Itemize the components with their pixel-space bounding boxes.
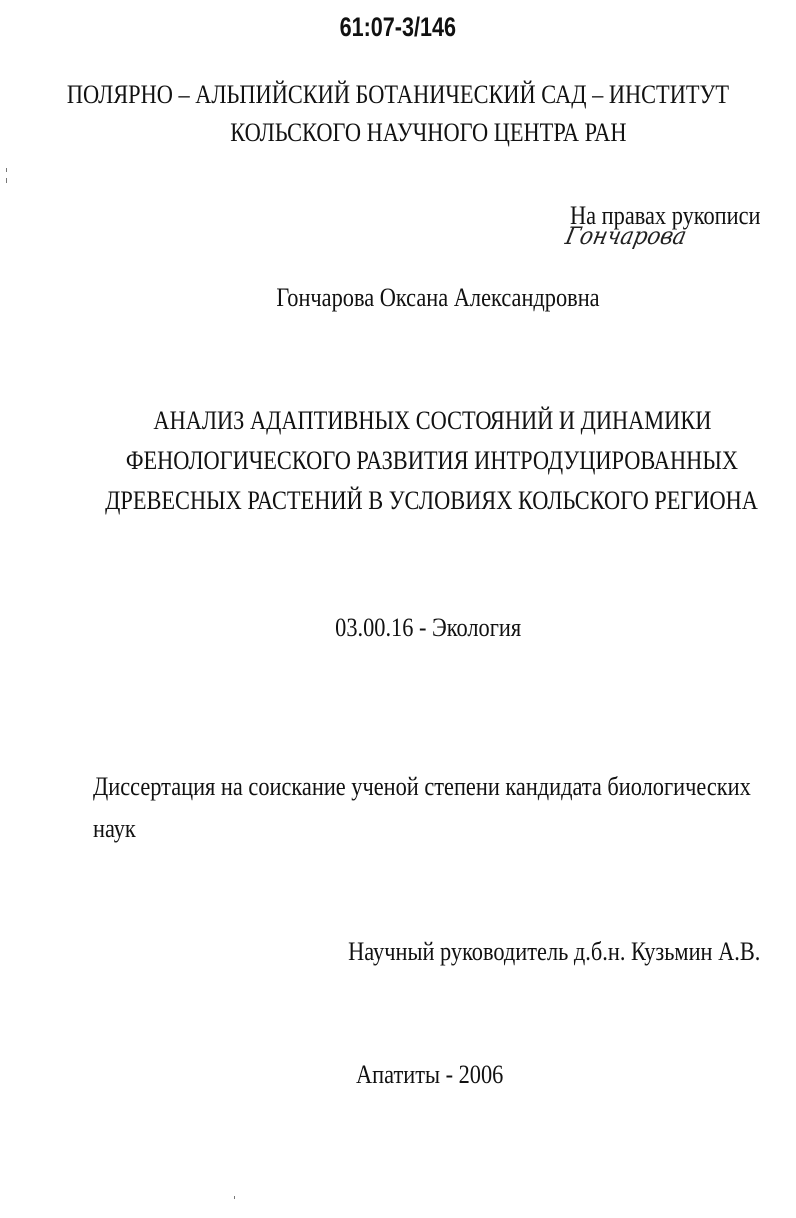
title-text: ДРЕВЕСНЫХ РАСТЕНИЙ В УСЛОВИЯХ КОЛЬСКОГО РЕГИОНА	[105, 486, 759, 515]
degree-text: наук	[93, 814, 136, 843]
degree-text: Диссертация на соискание ученой степени кандидата биологических	[93, 772, 751, 801]
author-name	[40, 283, 796, 313]
thesis-title-line-1	[34, 406, 796, 436]
registry-code	[0, 12, 796, 43]
specialty-text: 03.00.16 - Экология	[334, 613, 522, 642]
thesis-title-line-3	[34, 486, 796, 516]
supervisor-text: Научный руководитель д.б.н. Кузьмин А.В.	[347, 937, 760, 966]
institution-line-2	[30, 118, 796, 148]
scan-artifact	[234, 1196, 235, 1199]
place-year-text: Апатиты - 2006	[356, 1060, 504, 1089]
institution-text: КОЛЬСКОГО НАУЧНОГО ЦЕНТРА РАН	[229, 118, 627, 147]
place-year	[32, 1060, 796, 1090]
specialty	[30, 613, 796, 643]
scan-artifact	[6, 168, 7, 172]
title-text: ФЕНОЛОГИЧЕСКОГО РАЗВИТИЯ ИНТРОДУЦИРОВАННЫХ	[125, 446, 739, 475]
degree-line-1	[93, 772, 796, 802]
institution-line-1	[0, 80, 796, 110]
handwritten-signature: Гончарова	[563, 222, 690, 250]
manuscript-rights-text: На правах рукописи	[569, 201, 760, 230]
scan-artifact	[6, 178, 7, 183]
author-text: Гончарова Оксана Александровна	[276, 283, 600, 312]
institution-text: ПОЛЯРНО – АЛЬПИЙСКИЙ БОТАНИЧЕСКИЙ САД – ИНСТИТУТ	[66, 80, 730, 109]
degree-line-2	[93, 814, 143, 844]
thesis-title-line-2	[34, 446, 796, 476]
title-text: АНАЛИЗ АДАПТИВНЫХ СОСТОЯНИЙ И ДИНАМИКИ	[153, 406, 711, 435]
registry-code-text: 61:07-3/146	[339, 12, 457, 42]
supervisor	[281, 937, 760, 967]
